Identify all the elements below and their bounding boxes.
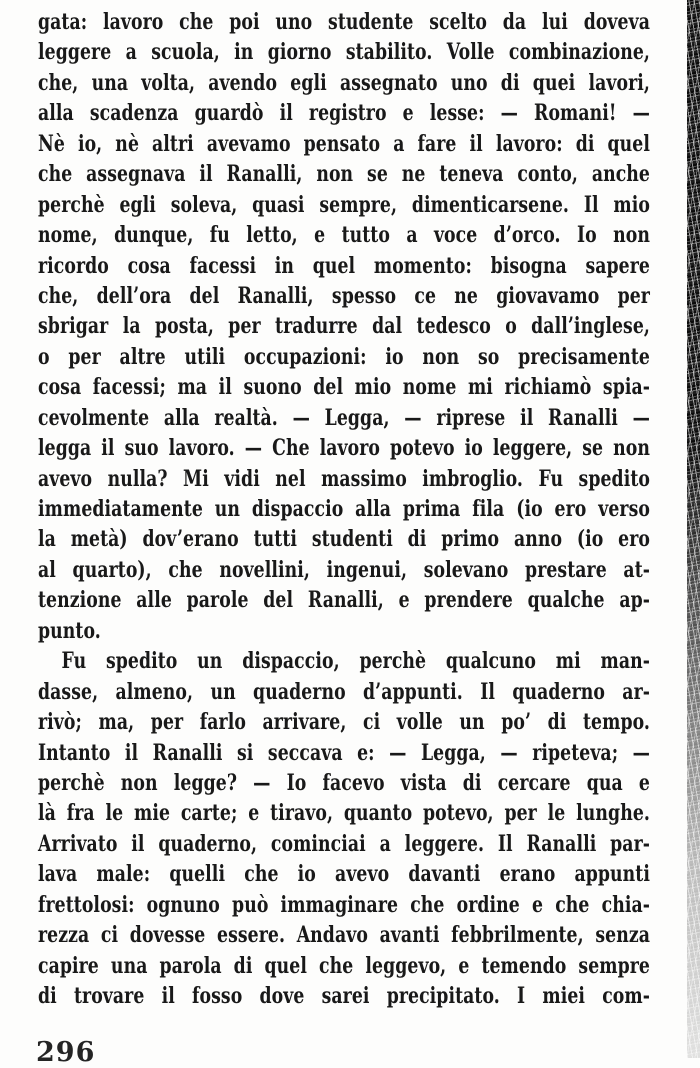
text-line: Arrivato il quaderno, cominciai a leggere. Il Ranalli par- xyxy=(38,830,650,857)
text-line: punto. xyxy=(38,617,101,644)
text-line: cosa facessi; ma il suono del mio nome mi richiamò spia- xyxy=(38,374,650,401)
paragraph xyxy=(38,7,650,646)
text-line: alla scadenza guardò il registro e lesse: — Romani! — xyxy=(38,100,650,127)
text-line: perchè non legge? — Io facevo vista di cercare qua e xyxy=(38,769,650,796)
text-line: leggere a scuola, in giorno stabilito. Volle combinazione, xyxy=(38,39,650,66)
text-line: che assegnava il Ranalli, non se ne teneva conto, anche xyxy=(38,161,650,188)
text-line: la metà) dov’erano tutti studenti di primo anno (io ero xyxy=(38,526,650,553)
text-block xyxy=(38,7,650,1011)
text-line: che, una volta, avendo egli assegnato uno di quei lavori, xyxy=(38,69,650,96)
text-line: gata: lavoro che poi uno studente scelto da lui doveva xyxy=(38,9,650,35)
text-line: al quarto), che novellini, ingenui, solevano prestare at- xyxy=(38,556,650,583)
text-line: immediatamente un dispaccio alla prima fila (io ero verso xyxy=(38,496,650,522)
text-line: tenzione alle parole del Ranalli, e prendere qualche ap- xyxy=(38,587,650,614)
text-line: nome, dunque, fu letto, e tutto a voce d’orco. Io non xyxy=(38,222,650,249)
text-line: lava male: quelli che io avevo davanti erano appunti xyxy=(38,861,650,888)
page-number: 296 xyxy=(36,1037,96,1068)
text-line: cevolmente alla realtà. — Legga, — riprese il Ranalli — xyxy=(38,404,650,431)
scan-edge-artifact xyxy=(687,0,700,1058)
text-line: perchè egli soleva, quasi sempre, dimenticarsene. Il mio xyxy=(38,191,650,218)
text-line: rezza ci dovesse essere. Andavo avanti febbrilmente, senza xyxy=(38,922,650,949)
text-line: Fu spedito un dispaccio, perchè qualcuno mi man- xyxy=(61,648,650,675)
text-line: avevo nulla? Mi vidi nel massimo imbroglio. Fu spedito xyxy=(38,465,650,492)
paragraph xyxy=(38,646,650,1011)
text-line: frettolosi: ognuno può immaginare che ordine e che chia- xyxy=(38,891,650,918)
text-line: rivò; ma, per farlo arrivare, ci volle un po’ di tempo. xyxy=(38,709,650,736)
text-line: o per altre utili occupazioni: io non so precisamente xyxy=(38,343,650,370)
text-line: là fra le mie carte; e tiravo, quanto potevo, per le lunghe. xyxy=(38,800,650,827)
text-line: Intanto il Ranalli si seccava e: — Legga, — ripeteva; — xyxy=(38,739,650,766)
text-line: che, dell’ora del Ranalli, spesso ce ne giovavamo per xyxy=(38,282,650,309)
text-line: dasse, almeno, un quaderno d’appunti. Il quaderno ar- xyxy=(38,678,650,705)
text-line: capire una parola di quel che leggevo, e temendo sempre xyxy=(38,952,650,979)
text-line: Nè io, nè altri avevamo pensato a fare il lavoro: di quel xyxy=(38,130,650,157)
text-line: di trovare il fosso dove sarei precipitato. I miei com- xyxy=(38,983,650,1009)
text-line: sbrigar la posta, per tradurre dal tedesco o dall’inglese, xyxy=(38,313,650,340)
text-line: ricordo cosa facessi in quel momento: bisogna sapere xyxy=(38,252,650,279)
text-line: legga il suo lavoro. — Che lavoro potevo io leggere, se non xyxy=(38,435,650,462)
